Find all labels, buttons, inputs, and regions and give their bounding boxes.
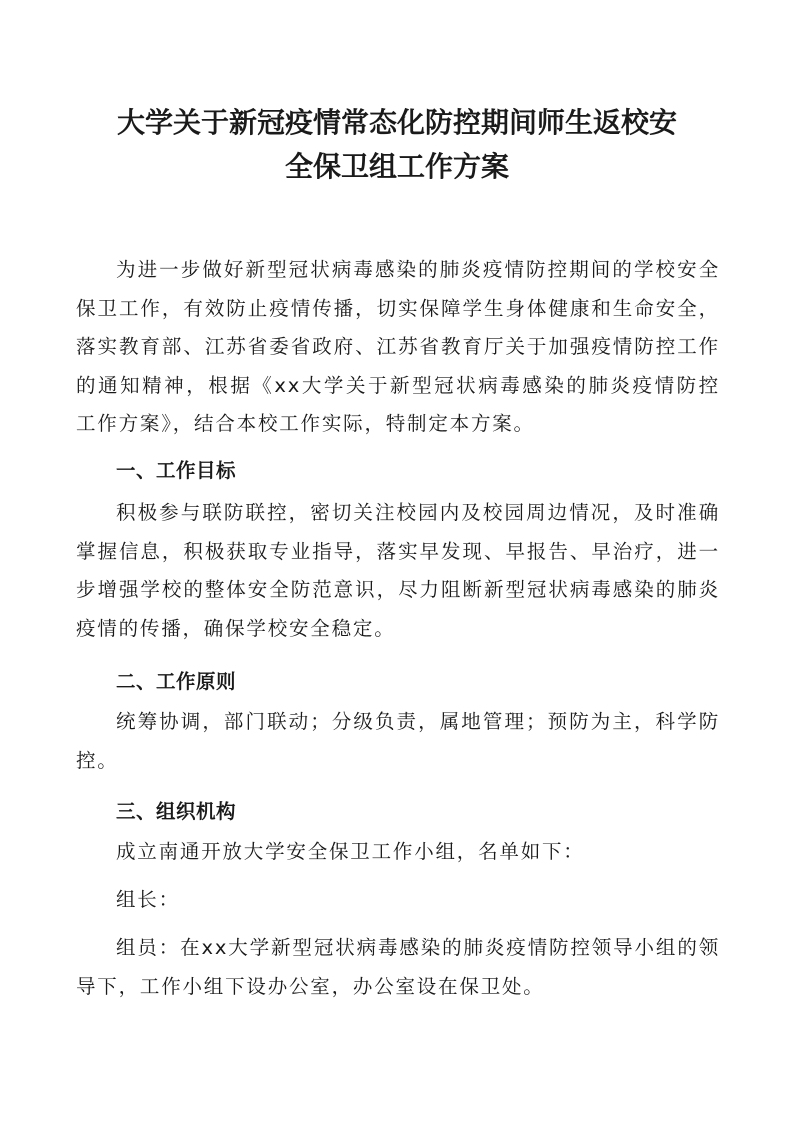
intro-paragraph: 为进一步做好新型冠状病毒感染的肺炎疫情防控期间的学校安全保卫工作，有效防止疫情传播，切实保障学生身体健康和生命安全，落实教育部、江苏省委省政府、江苏省教育厅关于加强疫情防控工作的通知精神，根据《xx大学关于新型冠状病毒感染的肺炎疫情防控工作方案》，结合本校工作实际，特制定本方案。 (76, 258, 720, 435)
group-leader-line: 组长： (116, 888, 180, 911)
section-body-organization: 成立南通开放大学安全保卫工作小组，名单如下： (116, 840, 585, 863)
section-body-goals: 积极参与联防联控，密切关注校园内及校园周边情况，及时准确掌握信息，积极获取专业指导，落实早发现、早报告、早治疗，进一步增强学校的整体安全防范意识，尽力阻断新型冠状病毒感染的肺炎疫情的传播，确保学校安全稳定。 (76, 501, 720, 640)
section-heading-organization: 三、组织机构 (116, 800, 237, 823)
group-members-paragraph: 组员：在xx大学新型冠状病毒感染的肺炎疫情防控领导小组的领导下，工作小组下设办公室，办公室设在保卫处。 (76, 936, 720, 998)
document-title-line-2: 全保卫组工作方案 (284, 150, 509, 183)
document-title-line-1: 大学关于新冠疫情常态化防控期间师生返校安 (116, 106, 677, 139)
section-heading-principles: 二、工作原则 (116, 670, 237, 693)
section-body-principles: 统筹协调，部门联动；分级负责，属地管理；预防为主，科学防控。 (76, 710, 720, 772)
section-heading-goals: 一、工作目标 (116, 459, 237, 482)
